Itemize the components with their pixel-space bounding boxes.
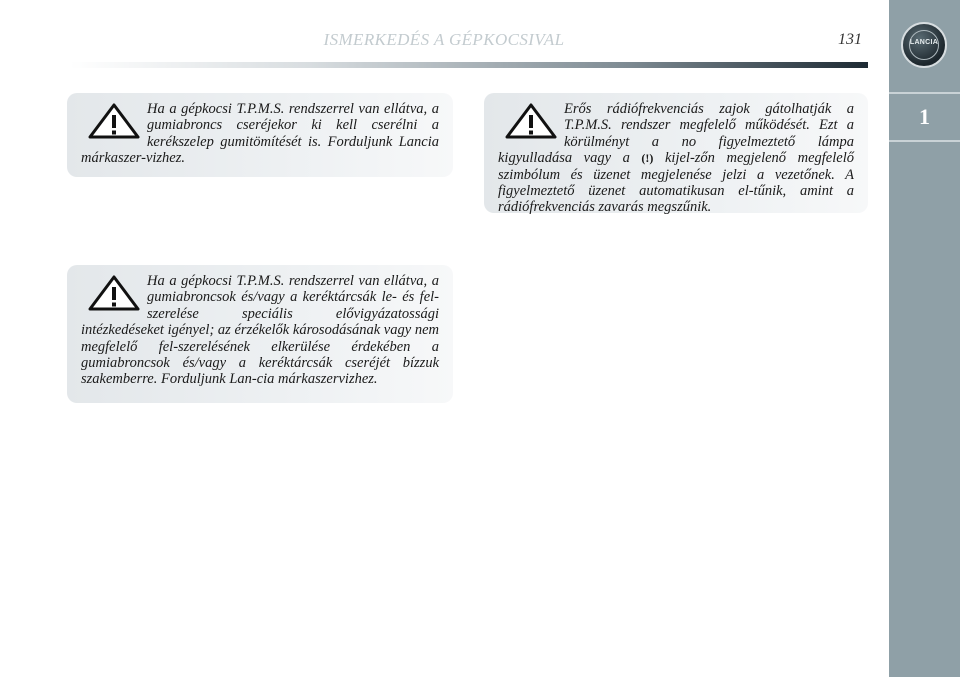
warning-box	[67, 93, 453, 177]
warning-triangle-icon	[504, 103, 558, 139]
logo-text: LANCIA	[909, 39, 939, 46]
chapter-tab[interactable]: 1	[889, 92, 960, 142]
warning-box	[67, 265, 453, 403]
page-number: 131	[838, 31, 862, 48]
warning-text: Ha a gépkocsi T.P.M.S. rendszerrel van ellátva, a gumiabroncs cseréjekor ki kell cserélni a kerékszelep gumitömítését is. Forduljunk Lancia márkaszer-vizhez.	[81, 101, 439, 167]
warning-triangle-icon	[87, 275, 141, 311]
sidebar	[889, 0, 960, 677]
header-title: ISMERKEDÉS A GÉPKOCSIVAL	[323, 30, 565, 49]
header-rule	[70, 62, 868, 68]
tpms-warning-icon: (!)	[641, 151, 654, 166]
lancia-logo	[901, 22, 947, 68]
warning-triangle-icon	[87, 103, 141, 139]
warning-text: Erős rádiófrekvenciás zajok gátolhatják a T.P.M.S. rendszer megfelelő működését. Ezt a körülményt a no figyelmeztető lámpa kigyulladása vagy a	[498, 101, 854, 167]
warning-box	[484, 93, 868, 216]
warning-text: Ha a gépkocsi T.P.M.S. rendszerrel van ellátva, a gumiabroncsok és/vagy a keréktárcsák le- és fel-szerelése speciális elővigyázatossági intézkedéseket igényel; az érzékelők károsodásának vagy nem megfelelő fel-szerelésének elkerülése érdekében a gumiabroncsok és/vagy a keréktárcsák cseréjét bízzuk szakemberre. Forduljunk Lan-cia márkaszervizhez.	[81, 273, 439, 388]
warning-text: kijel-zőn megjelenő megfelelő szimbólum és üzenet megjelenése jelzi a vezetőnek. A figyelmeztető üzenet automatikusan el-tűnik, amint a rádiófrekvenciás zavarás megszűnik.	[498, 150, 854, 216]
